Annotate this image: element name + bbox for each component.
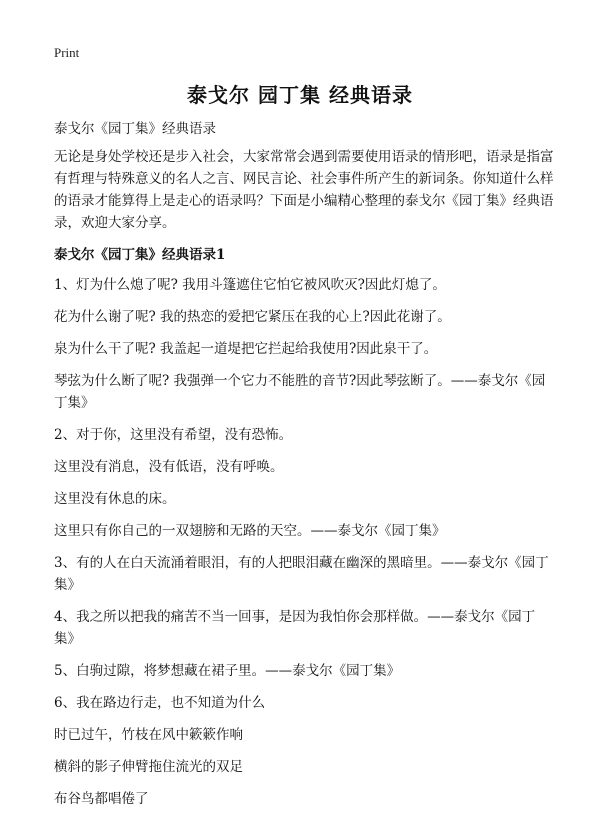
quote-paragraph: 这里没有消息，没有低语，没有呼唤。 [54,459,284,475]
document-body [54,118,554,820]
quote-paragraph: 6、我在路边行走，也不知道为什么 [54,695,266,711]
quote-paragraph: 5、白驹过隙，将梦想藏在裙子里。——泰戈尔《园丁集》 [54,663,401,679]
section-heading: 泰戈尔《园丁集》经典语录1 [54,247,226,263]
document-subtitle: 泰戈尔《园丁集》经典语录 [54,121,216,137]
quote-paragraph: 1、灯为什么熄了呢? 我用斗篷遮住它怕它被风吹灭?因此灯熄了。 [54,277,446,293]
quote-paragraph: 这里没有休息的床。 [54,491,176,507]
print-label[interactable]: Print [54,45,80,60]
intro-paragraph: 无论是身处学校还是步入社会，大家常常会遇到需要使用语录的情形吧，语录是指富有哲理与特殊意义的名人之言、网民言论、社会事件所产生的新词条。你知道什么样的语录才能算得上是走心的语录吗？下面是小编精心整理的泰戈尔《园丁集》经典语录，欢迎大家分享。 [54,149,554,231]
quote-paragraph: 2、对于你，这里没有希望，没有恐怖。 [54,427,293,443]
quote-paragraph: 横斜的影子伸臂拖住流光的双足 [54,759,243,775]
quote-paragraph: 3、有的人在白天流涌着眼泪，有的人把眼泪藏在幽深的黑暗里。——泰戈尔《园丁集》 [54,555,549,593]
quote-paragraph: 布谷鸟都唱倦了 [54,791,149,807]
quote-paragraph: 琴弦为什么断了呢? 我强弹一个它力不能胜的音节?因此琴弦断了。——泰戈尔《园丁集》 [54,373,546,411]
quote-paragraph: 时已过午，竹枝在风中簌簌作响 [54,727,243,743]
quote-paragraph: 花为什么谢了呢? 我的热恋的爱把它紧压在我的心上?因此花谢了。 [54,309,451,325]
quote-paragraph: 4、我之所以把我的痛苦不当一回事，是因为我怕你会那样做。——泰戈尔《园丁集》 [54,609,536,647]
quote-paragraph: 泉为什么干了呢? 我盖起一道堤把它拦起给我使用?因此泉干了。 [54,341,438,357]
quote-paragraph: 这里只有你自己的一双翅膀和无路的天空。——泰戈尔《园丁集》 [54,523,446,539]
document-title: 泰戈尔 园丁集 经典语录 [187,83,413,107]
